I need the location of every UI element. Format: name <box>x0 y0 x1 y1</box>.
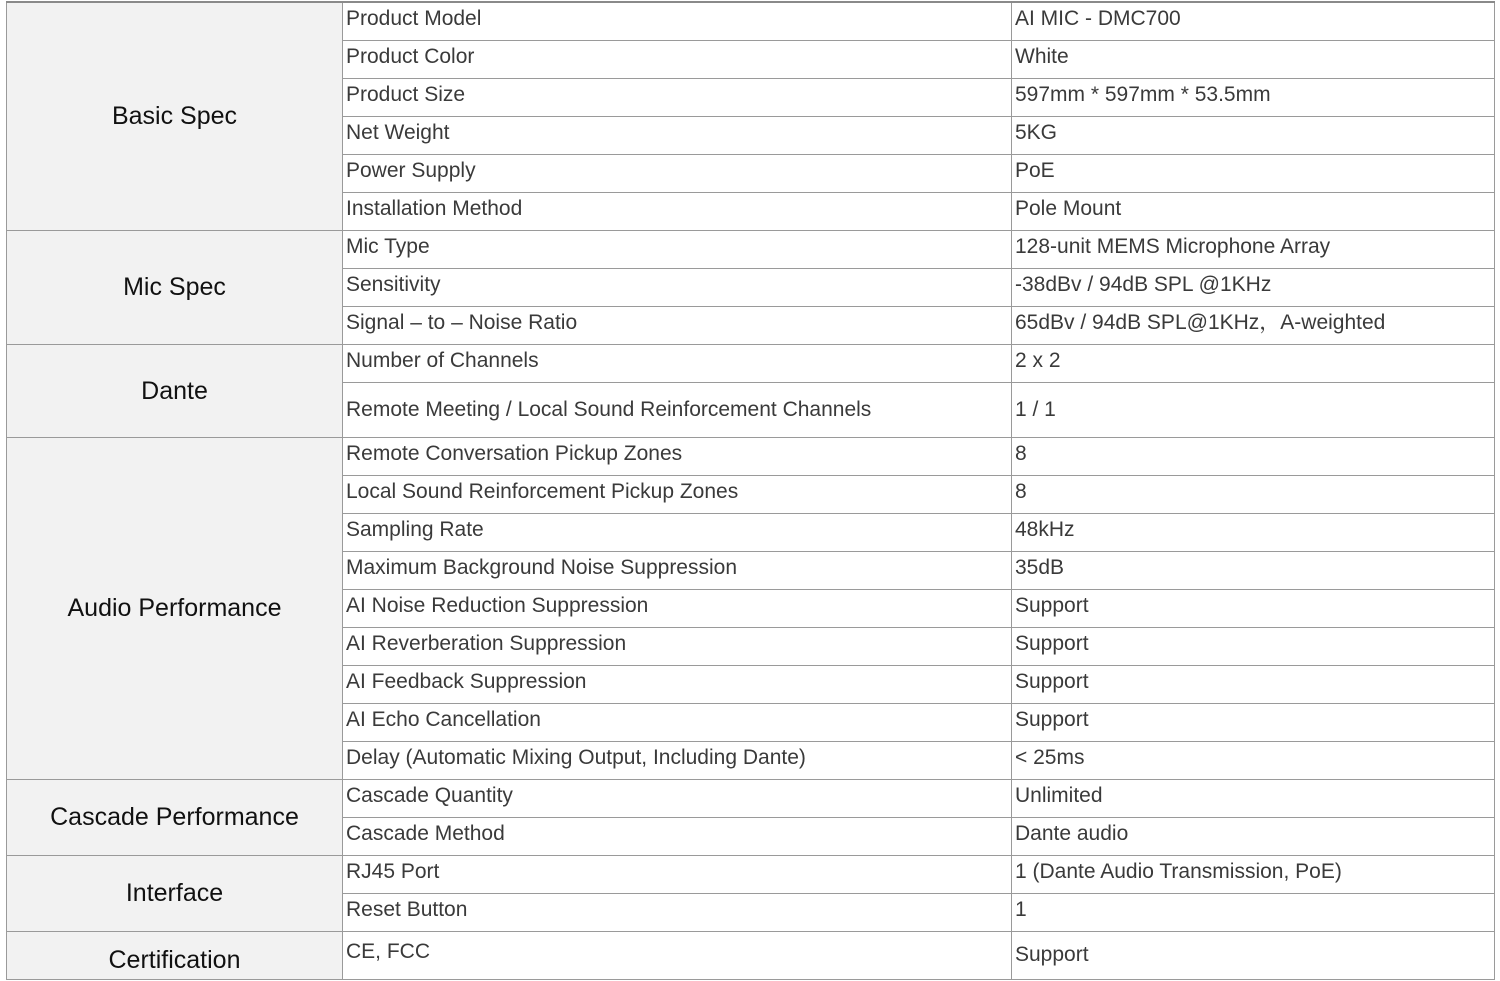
param-cell: Signal – to – Noise Ratio <box>343 306 1012 344</box>
param-cell: Product Size <box>343 78 1012 116</box>
value-cell: 48kHz <box>1012 513 1495 551</box>
param-cell: Sampling Rate <box>343 513 1012 551</box>
value-cell: Support <box>1012 627 1495 665</box>
param-cell: Mic Type <box>343 230 1012 268</box>
value-cell: White <box>1012 40 1495 78</box>
param-cell: AI Reverberation Suppression <box>343 627 1012 665</box>
param-cell: Reset Button <box>343 893 1012 931</box>
value-cell: 35dB <box>1012 551 1495 589</box>
param-cell: Product Color <box>343 40 1012 78</box>
table-row <box>7 2 1495 40</box>
value-cell: Dante audio <box>1012 817 1495 855</box>
param-cell: Local Sound Reinforcement Pickup Zones <box>343 475 1012 513</box>
param-cell: AI Feedback Suppression <box>343 665 1012 703</box>
category-audio-performance: Audio Performance <box>7 437 343 779</box>
value-cell: 597mm * 597mm * 53.5mm <box>1012 78 1495 116</box>
value-cell: Support <box>1012 703 1495 741</box>
category-interface: Interface <box>7 855 343 931</box>
param-cell: Remote Conversation Pickup Zones <box>343 437 1012 475</box>
value-cell: Support <box>1012 665 1495 703</box>
table-row <box>7 344 1495 382</box>
param-cell: Remote Meeting / Local Sound Reinforcement Channels <box>343 382 1012 437</box>
table-row <box>7 855 1495 893</box>
value-cell: 128-unit MEMS Microphone Array <box>1012 230 1495 268</box>
param-cell: Power Supply <box>343 154 1012 192</box>
value-cell: 1 <box>1012 893 1495 931</box>
value-cell: 65dBv / 94dB SPL@1KHz，A-weighted <box>1012 306 1495 344</box>
table-row <box>7 230 1495 268</box>
value-cell: AI MIC - DMC700 <box>1012 2 1495 40</box>
param-cell: Cascade Quantity <box>343 779 1012 817</box>
value-cell: 1 (Dante Audio Transmission, PoE) <box>1012 855 1495 893</box>
value-cell: PoE <box>1012 154 1495 192</box>
param-cell: CE, FCC <box>343 931 1012 979</box>
category-cascade-performance: Cascade Performance <box>7 779 343 855</box>
value-cell: 5KG <box>1012 116 1495 154</box>
value-cell: 8 <box>1012 437 1495 475</box>
table-row <box>7 437 1495 475</box>
value-cell: Support <box>1012 931 1495 979</box>
param-cell: Maximum Background Noise Suppression <box>343 551 1012 589</box>
value-cell: < 25ms <box>1012 741 1495 779</box>
param-cell: AI Noise Reduction Suppression <box>343 589 1012 627</box>
table-row <box>7 779 1495 817</box>
category-dante: Dante <box>7 344 343 437</box>
param-cell: Delay (Automatic Mixing Output, Including Dante) <box>343 741 1012 779</box>
param-cell: RJ45 Port <box>343 855 1012 893</box>
param-cell: Number of Channels <box>343 344 1012 382</box>
param-cell: Cascade Method <box>343 817 1012 855</box>
value-cell: 1 / 1 <box>1012 382 1495 437</box>
value-cell: Unlimited <box>1012 779 1495 817</box>
param-cell: AI Echo Cancellation <box>343 703 1012 741</box>
category-certification: Certification <box>7 931 343 979</box>
value-cell: Support <box>1012 589 1495 627</box>
param-cell: Product Model <box>343 2 1012 40</box>
table-row <box>7 931 1495 979</box>
value-cell: Pole Mount <box>1012 192 1495 230</box>
param-cell: Net Weight <box>343 116 1012 154</box>
value-cell: 8 <box>1012 475 1495 513</box>
category-basic-spec: Basic Spec <box>7 2 343 230</box>
category-mic-spec: Mic Spec <box>7 230 343 344</box>
value-cell: 2 x 2 <box>1012 344 1495 382</box>
param-cell: Installation Method <box>343 192 1012 230</box>
param-cell: Sensitivity <box>343 268 1012 306</box>
value-cell: -38dBv / 94dB SPL @1KHz <box>1012 268 1495 306</box>
spec-table <box>6 1 1495 980</box>
